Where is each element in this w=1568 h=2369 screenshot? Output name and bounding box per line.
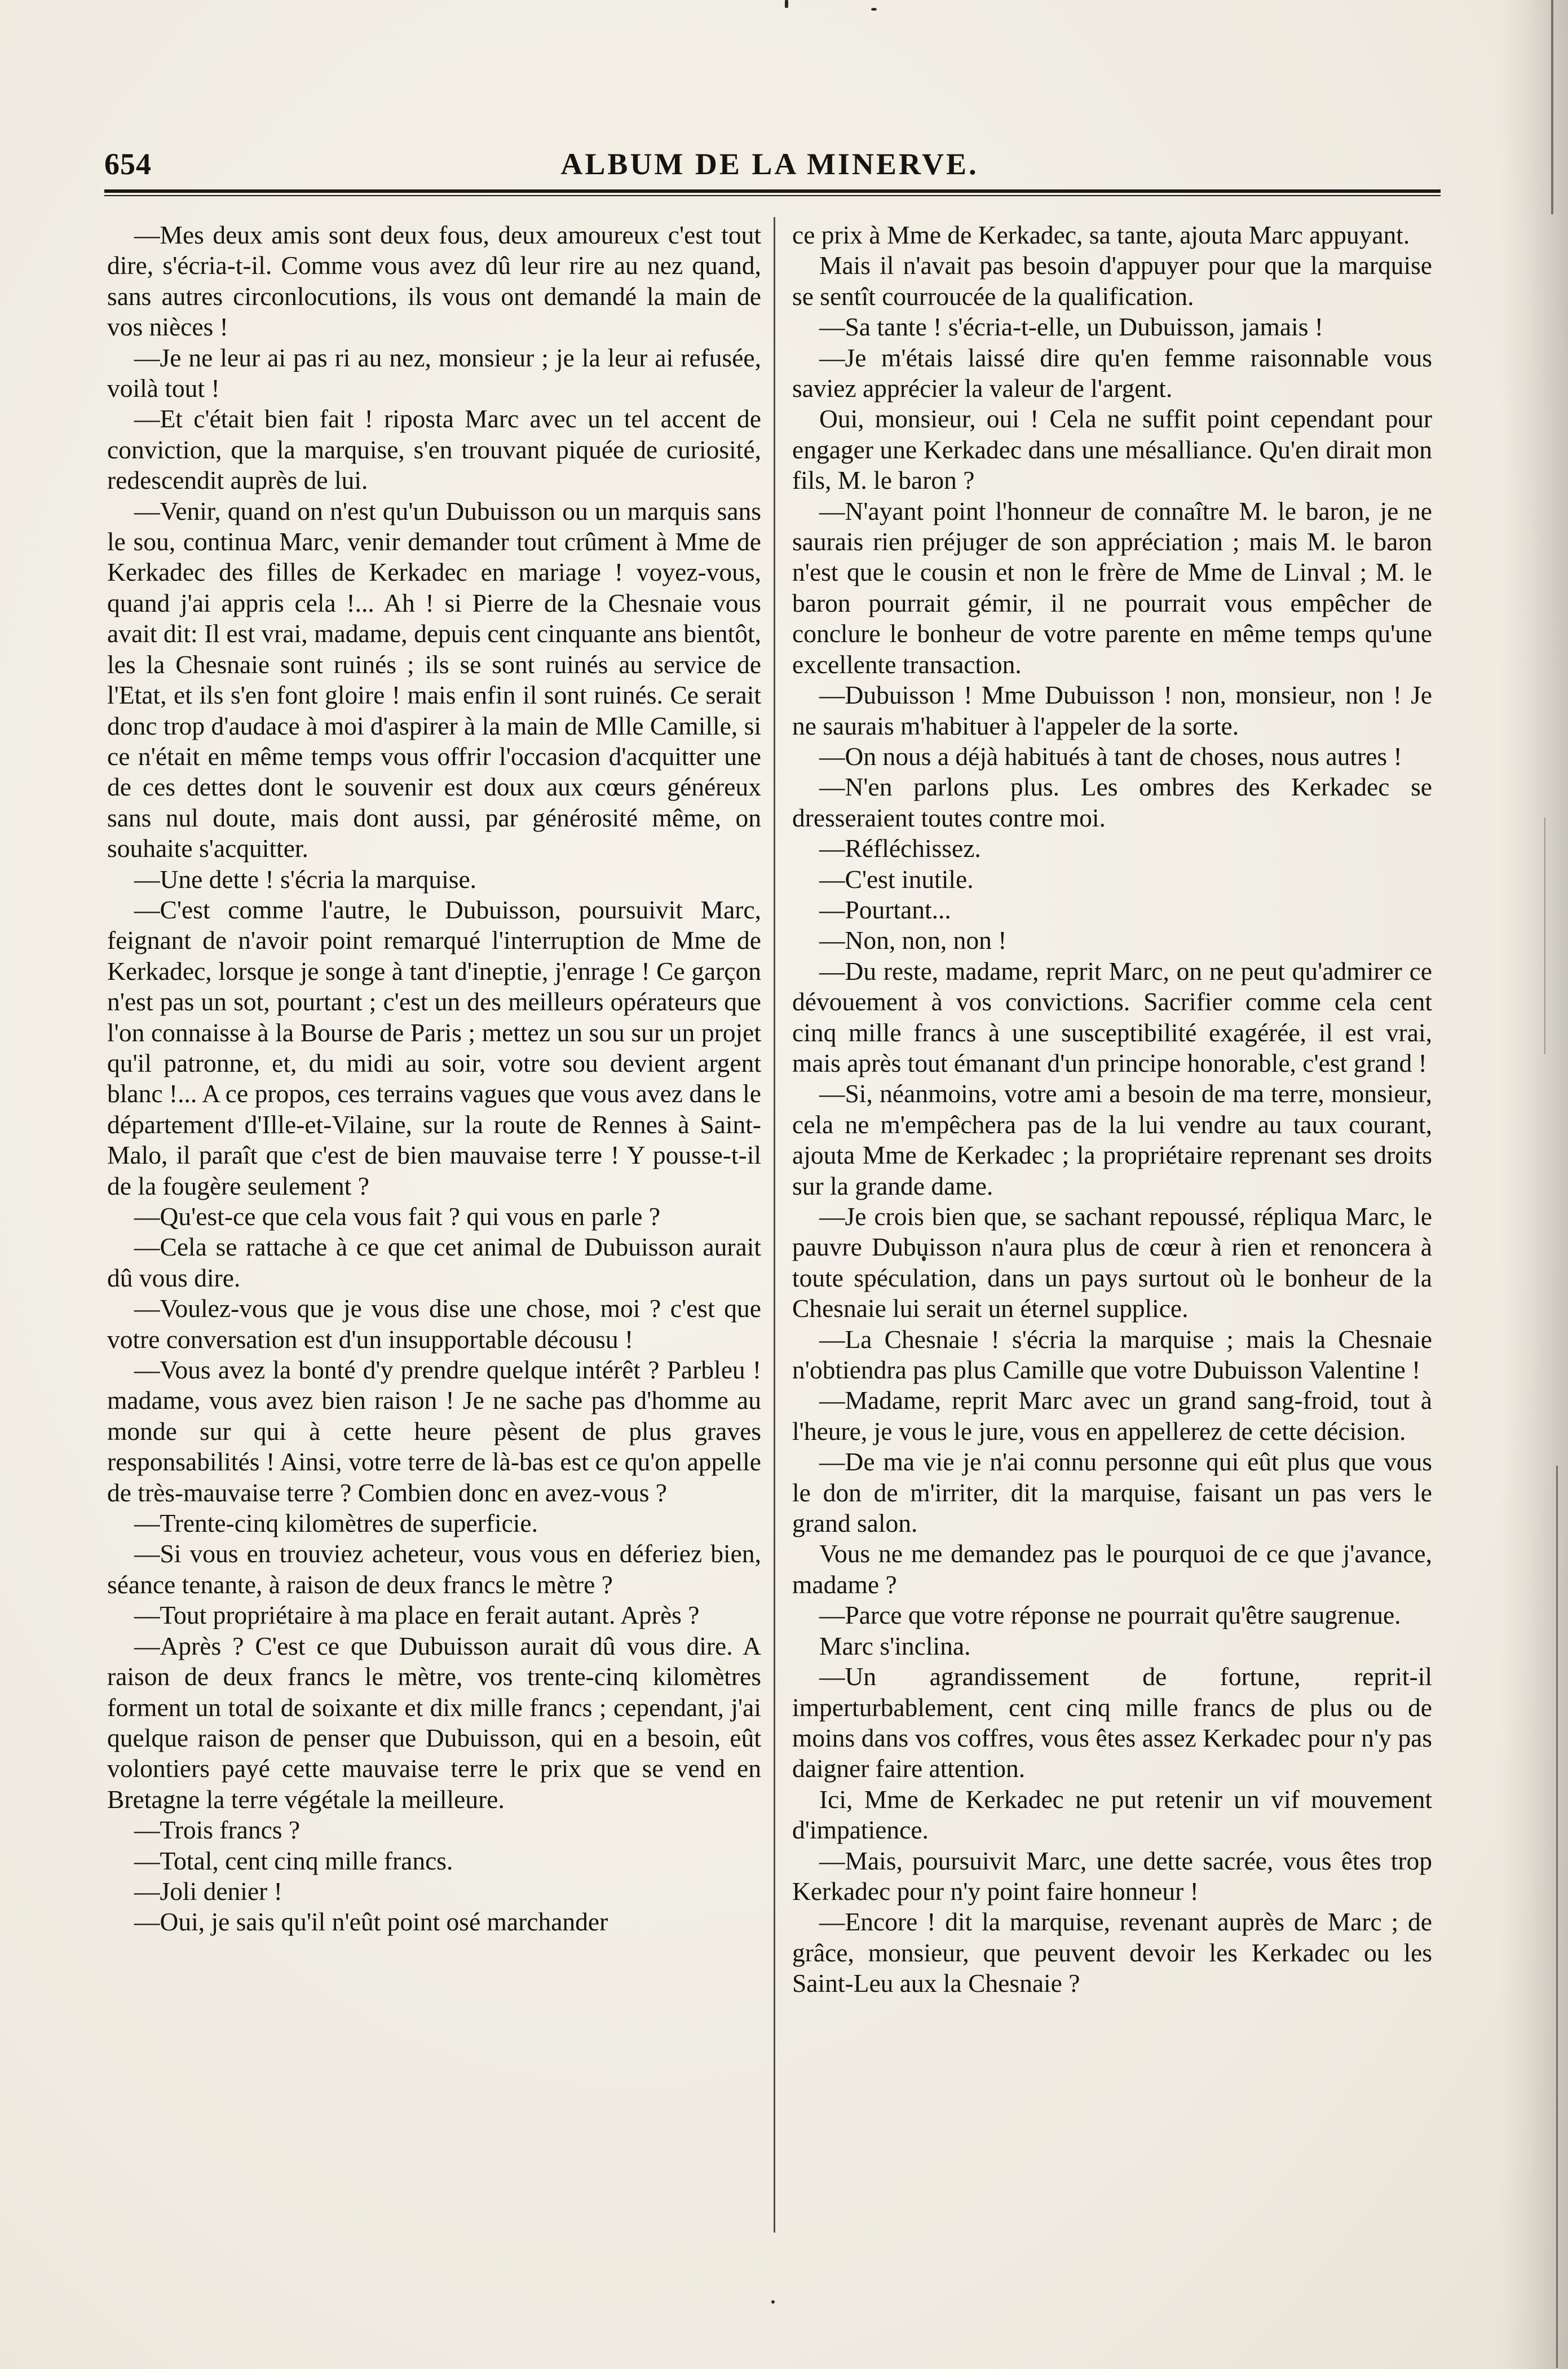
paragraph: —Si, néanmoins, votre ami a besoin de ma terre, monsieur, cela ne m'empêchera pas de la lui vendre au taux courant, ajouta Mme de Kerkadec ; la propriétaire reprenant ses droits sur la grande dame. — [792, 1079, 1432, 1200]
paragraph: —Sa tante ! s'écria-t-elle, un Dubuisson, jamais ! — [819, 312, 1323, 342]
paragraph: —Tout propriétaire à ma place en ferait autant. Après ? — [134, 1601, 700, 1630]
paragraph: Marc s'inclina. — [819, 1631, 971, 1660]
paragraph: —C'est inutile. — [819, 864, 974, 894]
paragraph: —Non, non, non ! — [819, 926, 1007, 955]
paragraph: —Du reste, madame, reprit Marc, on ne peut qu'admirer ce dévouement à vos convictions. Sacrifier comme cela cent cinq mille francs à une susceptibilité exagérée, il est vrai, mais après tout émanant d'un principe honorable, c'est grand ! — [792, 956, 1432, 1077]
left-column — [107, 220, 761, 1938]
paragraph: —Parce que votre réponse ne pourrait qu'être saugrenue. — [819, 1601, 1401, 1630]
paragraph: —Vous avez la bonté d'y prendre quelque intérêt ? Parbleu ! madame, vous avez bien raison ! Je ne sache pas d'homme au monde sur qui à cette heure pèsent de plus graves responsabilités ! Ainsi, votre terre de là-bas est ce qu'on appelle de très-mauvaise terre ? Combien donc en avez-vous ? — [107, 1355, 761, 1507]
paragraph: —Une dette ! s'écria la marquise. — [134, 864, 477, 894]
paragraph: —Je ne leur ai pas ri au nez, monsieur ; je la leur ai refusée, voilà tout ! — [107, 343, 761, 403]
paragraph: ce prix à Mme de Kerkadec, sa tante, ajouta Marc appuyant. — [792, 220, 1410, 249]
header-rule-thin — [104, 195, 1441, 196]
paragraph: —Madame, reprit Marc avec un grand sang-froid, tout à l'heure, je vous le jure, vous en appellerez de cette décision. — [792, 1386, 1432, 1446]
paragraph: —On nous a déjà habitués à tant de choses, nous autres ! — [819, 741, 1402, 771]
paragraph: —Trois francs ? — [134, 1815, 301, 1845]
paragraph: —N'en parlons plus. Les ombres des Kerkadec se dresseraient toutes contre moi. — [792, 772, 1432, 832]
paragraph: —Mes deux amis sont deux fous, deux amoureux c'est tout dire, s'écria-t-il. Comme vous avez dû leur rire au nez quand, sans autres circonlocutions, ils vous ont demandé la main de vos nièces ! — [107, 220, 761, 342]
column-divider — [774, 217, 775, 2233]
ink-speck — [785, 0, 788, 8]
paragraph: —Je m'étais laissé dire qu'en femme raisonnable vous saviez apprécier la valeur de l'argent. — [792, 343, 1432, 403]
paragraph: —Pourtant... — [819, 895, 951, 924]
ink-speck — [871, 8, 877, 11]
paragraph: —Oui, je sais qu'il n'eût point osé marchander — [134, 1907, 608, 1937]
ink-speck — [771, 2300, 775, 2304]
header-rule — [104, 189, 1441, 193]
page-edge-streak — [1544, 817, 1545, 1054]
paragraph: Vous ne me demandez pas le pourquoi de ce que j'avance, madame ? — [792, 1539, 1432, 1599]
paragraph: —N'ayant point l'honneur de connaître M. le baron, je ne saurais rien préjuger de son appréciation ; mais M. le baron n'est que le cousin et non le frère de Mme de Linval ; M. le baron pourrait gémir, il ne pourrait vous empêcher de conclure le bonheur de votre parente en même temps qu'une excellente transaction. — [792, 496, 1432, 679]
page-edge-streak — [1556, 1466, 1558, 2368]
paragraph: —Si vous en trouviez acheteur, vous vous en déferiez bien, séance tenante, à raison de deux francs le mètre ? — [107, 1539, 761, 1599]
paragraph: —Encore ! dit la marquise, revenant auprès de Marc ; de grâce, monsieur, que peuvent devoir les Kerkadec ou les Saint-Leu aux la Chesnaie ? — [792, 1907, 1432, 1998]
page-number: 654 — [104, 147, 152, 181]
paragraph: —Réfléchissez. — [819, 834, 981, 863]
paragraph: —Venir, quand on n'est qu'un Dubuisson ou un marquis sans le sou, continua Marc, venir demander tout crûment à Mme de Kerkadec des filles de Kerkadec en mariage ! voyez-vous, quand j'ai appris cela !... Ah ! si Pierre de la Chesnaie vous avait dit: Il est vrai, madame, depuis cent cinquante ans bientôt, les la Chesnaie sont ruinés ; ils se sont ruinés au service de l'Etat, et ils s'en font gloire ! mais enfin il sont ruinés. Ce serait donc trop d'audace à moi d'aspirer à la main de Mlle Camille, si ce n'était en même temps vous offrir l'occasion d'acquitter une de ces dettes dont le souvenir est doux aux cœurs généreux sans nul doute, mais dont aussi, par générosité même, on souhaite s'acquitter. — [107, 496, 761, 863]
running-title: ALBUM DE LA MINERVE. — [560, 147, 979, 181]
paragraph: —Voulez-vous que je vous dise une chose, moi ? c'est que votre conversation est d'un insupportable décousu ! — [107, 1294, 761, 1354]
paragraph: —Dubuisson ! Mme Dubuisson ! non, monsieur, non ! Je ne saurais m'habituer à l'appeler de la sorte. — [792, 680, 1432, 740]
paragraph: —Mais, poursuivit Marc, une dette sacrée, vous êtes trop Kerkadec pour n'y point faire honneur ! — [792, 1846, 1432, 1906]
paragraph: Ici, Mme de Kerkadec ne put retenir un vif mouvement d'impatience. — [792, 1784, 1432, 1845]
paragraph: —C'est comme l'autre, le Dubuisson, poursuivit Marc, feignant de n'avoir point remarqué l'interruption de Mme de Kerkadec, lorsque je songe à tant d'ineptie, j'enrage ! Ce garçon n'est pas un sot, pourtant ; c'est un des meilleurs opérateurs que l'on connaisse à la Bourse de Paris ; mettez un sou sur un projet qu'il patronne, et, du midi au soir, votre sou devient argent blanc !... A ce propos, ces terrains vagues que vous avez dans le département d'Ille-et-Vilaine, sur la route de Rennes à Saint-Malo, il paraît que c'est de bien mauvaise terre ! Y pousse-t-il de la fougère seulement ? — [107, 895, 761, 1200]
page-edge-streak — [1551, 0, 1553, 214]
paragraph: Oui, monsieur, oui ! Cela ne suffit point cependant pour engager une Kerkadec dans une mésalliance. Qu'en dirait mon fils, M. le baron ? — [792, 404, 1432, 495]
page-edge-shadow — [1500, 0, 1568, 2369]
paragraph: —La Chesnaie ! s'écria la marquise ; mais la Chesnaie n'obtiendra pas plus Camille que votre Dubuisson Valentine ! — [792, 1324, 1432, 1385]
page-header — [104, 147, 1435, 180]
paragraph: —Cela se rattache à ce que cet animal de Dubuisson aurait dû vous dire. — [107, 1232, 761, 1292]
paragraph: —Et c'était bien fait ! riposta Marc avec un tel accent de conviction, que la marquise, s'en trouvant piquée de curiosité, redescendit auprès de lui. — [107, 404, 761, 495]
paragraph: Mais il n'avait pas besoin d'appuyer pour que la marquise se sentît courroucée de la qualification. — [792, 251, 1432, 311]
paragraph: —Un agrandissement de fortune, reprit-il imperturbablement, cent cinq mille francs de plus ou de moins dans vos coffres, vous êtes assez Kerkadec pour n'y pas daigner faire attention. — [792, 1662, 1432, 1783]
right-column — [792, 220, 1432, 1999]
paragraph: —Joli denier ! — [134, 1876, 282, 1906]
paragraph: —De ma vie je n'ai connu personne qui eût plus que vous le don de m'irriter, dit la marquise, faisant un pas vers le grand salon. — [792, 1447, 1432, 1538]
paragraph: —Qu'est-ce que cela vous fait ? qui vous en parle ? — [134, 1202, 661, 1231]
paragraph: —Après ? C'est ce que Dubuisson aurait dû vous dire. A raison de deux francs le mètre, vos trente-cinq kilomètres forment un total de soixante et dix mille francs ; cependant, j'ai quelque raison de penser que Dubuisson, qui en a besoin, eût volontiers payé cette mauvaise terre le prix que se vend en Bretagne la terre végétale la meilleure. — [107, 1631, 761, 1814]
paragraph: —Je crois bien que, se sachant repoussé, répliqua Marc, le pauvre Dubuisson n'aura plus de cœur à rien et renoncera à toute spéculation, dans un pays surtout où le bonheur de la Chesnaie lui serait un éternel supplice. — [792, 1202, 1432, 1323]
paragraph: —Total, cent cinq mille francs. — [134, 1846, 453, 1875]
paragraph: —Trente-cinq kilomètres de superficie. — [134, 1509, 538, 1538]
